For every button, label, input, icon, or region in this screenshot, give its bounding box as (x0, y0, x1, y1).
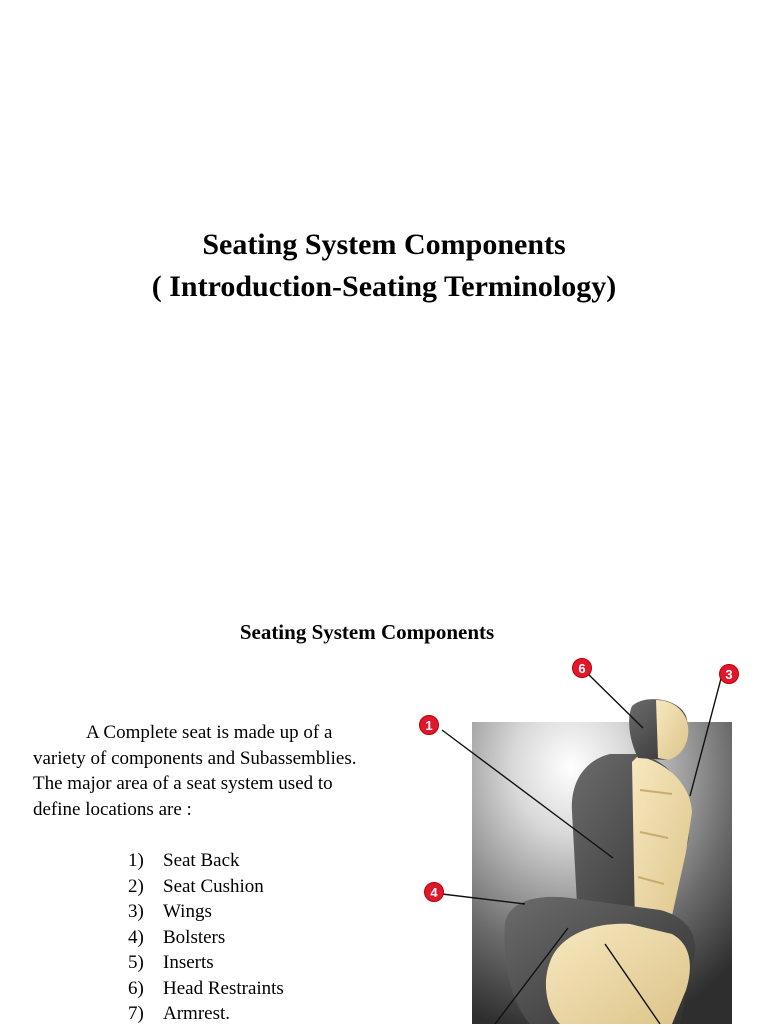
components-slide (0, 576, 768, 1024)
intro-paragraph (33, 720, 413, 822)
list-item: 2) Seat Cushion (128, 875, 264, 897)
title-line-1: Seating System Components (202, 228, 566, 261)
intro-line-4: define locations are : (33, 798, 192, 820)
page-title (0, 224, 768, 308)
marker-1-icon: 1 (419, 715, 439, 735)
component-list (128, 848, 284, 1027)
list-item: 5) Inserts (128, 952, 214, 973)
seat-diagram (410, 661, 768, 1024)
seat-illustration (410, 672, 768, 1024)
list-item: 3) Wings (128, 901, 212, 922)
list-item: 7) Armrest. (128, 1003, 231, 1024)
intro-line-1: A Complete seat is made up of a (86, 722, 333, 743)
intro-line-3: The major area of a seat system used to (33, 773, 333, 794)
section-title: Seating System Components (239, 620, 495, 644)
list-item: 1) Seat Back (128, 850, 240, 871)
list-item: 4) Bolsters (128, 926, 226, 948)
marker-6-icon: 6 (572, 658, 592, 678)
title-line-2: ( Introduction-Seating Terminology) (151, 270, 617, 303)
intro-line-2: variety of components and Subassemblies. (33, 747, 357, 769)
marker-3-icon: 3 (719, 664, 739, 684)
list-item: 6) Head Restraints (128, 977, 284, 999)
marker-4-icon: 4 (424, 882, 444, 902)
